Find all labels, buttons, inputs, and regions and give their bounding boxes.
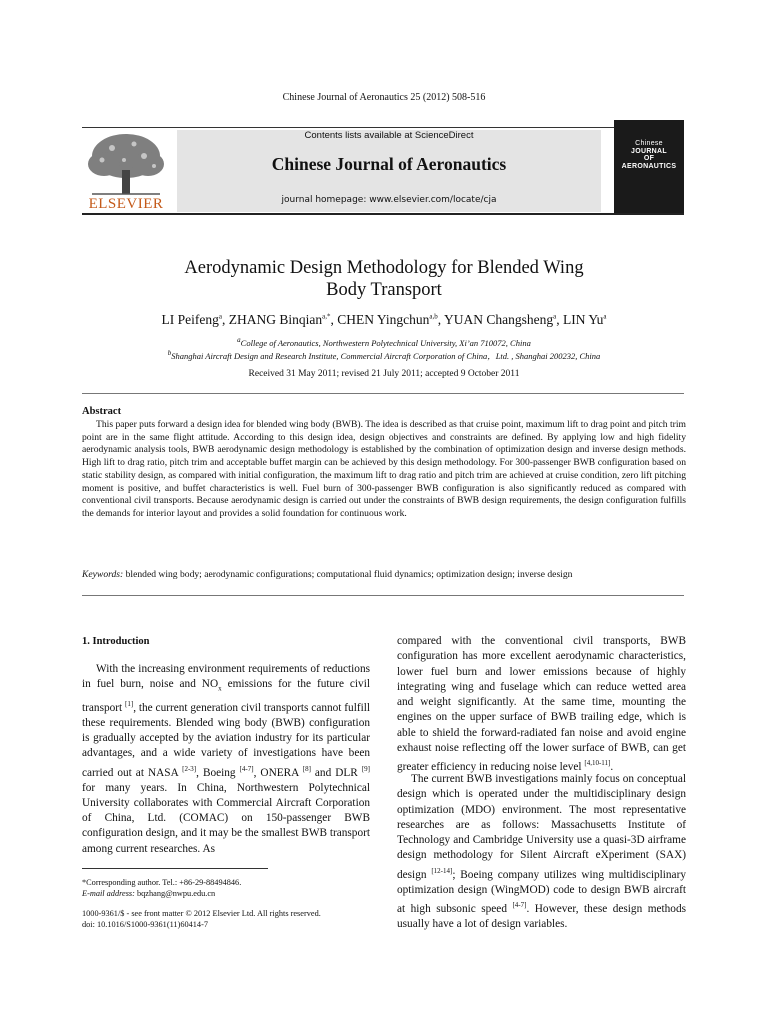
footnote-rule <box>82 868 268 869</box>
corresponding-author: *Corresponding author. Tel.: +86-29-88494846. <box>82 878 242 887</box>
elsevier-logo <box>82 130 170 212</box>
affiliation-b: $^b$Shanghai Aircraft Design and Research Institute, Commercial Aircraft Corporation of China，Ltd. , Shanghai 200232, China <box>167 349 601 361</box>
abstract-top-rule <box>82 393 684 394</box>
journal-banner <box>177 130 601 212</box>
intro-paragraph-left: With the increasing environment requirements of reductions in fuel burn, noise and $NO_x$ emissions for the future civil transport [1], the current generation civil transports cannot fulfill these requirements. Blended wing body (BWB) configuration is gradually accepted by the aviation industry for its particular advantages, and a wide variety of investigations have been carried out at NASA [2-3], Boeing [4-7], ONERA [8] and DLR [9] for many years. In China, Northwestern Polytechnical University collaborates with Commercial Aircraft Corporation of China, Ltd. (COMAC) on 150-passenger BWB configuration design, and it may be the smallest BWB transport among current researches. As <box>82 663 371 855</box>
author: LIN Yu$^a$ <box>562 312 607 327</box>
citation-link[interactable]: [12-14] <box>431 866 453 875</box>
abstract-bottom-rule <box>82 595 684 596</box>
abstract-text: This paper puts forward a design idea for blended wing body (BWB). The idea is described as that cruise point, maximum lift to drag point and pitch trim point are in the same flight attitude. According to this design idea, design objectives and constraints are defined. By applying low and high fidelity aerodynamic analysis tools, BWB aerodynamic design methodology is established by the combination of optimization design and inverse design methods. High lift to drag ratio, pitch trim and acceptable buffet margin can be achieved by this design methodology. For 300-passenger BWB configuration based on static stability design, as compared with initial configuration, the maximum lift to drag ratio and pitch trim are achieved at cruise condition, zero lift pitching moment is positive, and buffet characteristics is well. Fuel burn of 300-passenger BWB configuration is also significantly reduced as compared with conventional civil transports. Because aerodynamic design is carried out under the constraints of BWB design requirements, the design configuration fulfills the demands for interior layout and provides a solid foundation for continuous work. <box>82 419 686 519</box>
email-link[interactable]: bqzhang@nwpu.edu.cn <box>134 889 216 898</box>
citation-link[interactable]: [1] <box>125 699 134 708</box>
email-footnote: E-mail address: bqzhang@nwpu.edu.cn <box>82 889 216 898</box>
citation-link[interactable]: [2-3] <box>182 764 197 773</box>
keywords: Keywords: blended wing body; aerodynamic configurations; computational fluid dynamics; optimization design; inverse design <box>82 569 573 580</box>
journal-reference: Chinese Journal of Aeronautics 25 (2012) 508-516 <box>282 92 486 103</box>
header-top-rule <box>82 127 684 128</box>
author: ZHANG Binqian$^{a,*}$, <box>228 312 338 327</box>
journal-title: Chinese Journal of Aeronautics <box>271 154 507 174</box>
intro-paragraph-right-2: The current BWB investigations mainly focus on conceptual design which is operated under the multidisciplinary design optimization (MDO) environment. The most representative researches are as follows: Massachusetts Institute of Technology and Cambridge University use a quasi-3D airframe design methodology for Silent Aircraft eXperiment (SAX) design [12-14]; Boeing company utilizes wing multidisciplinary optimization design (WingMOD) code to design BWB aircraft at high subsonic speed [4-7]. However, these design methods usually have a lot of design variables. <box>397 773 686 930</box>
section-heading-introduction: 1. Introduction <box>82 636 150 647</box>
citation-link[interactable]: [9] <box>361 764 371 773</box>
citation-link[interactable]: [4-7] <box>512 900 527 909</box>
abstract-heading: Abstract <box>82 406 122 417</box>
article-title: Aerodynamic Design Methodology for Blended Wing Body Transport <box>184 258 584 300</box>
citation-link[interactable]: [8] <box>302 764 311 773</box>
author-list <box>0 312 768 328</box>
citation-link[interactable]: [4-7] <box>239 764 254 773</box>
journal-cover-thumbnail <box>614 120 684 214</box>
copyright-notice: 1000-9361/$ - see front matter © 2012 Elsevier Ltd. All rights reserved. <box>82 909 321 918</box>
author: YUAN Changsheng$^a$, <box>443 312 563 327</box>
doi[interactable]: doi: 10.1016/S1000-9361(11)60414-7 <box>82 920 208 929</box>
intro-paragraph-right-1: compared with the conventional civil transports, BWB configuration has more excellent aerodynamic characteristics, lower fuel burn and lower emissions because of highly integrating wing and fuselage which can reduce wetted area and weight significantly. At the same time, mounting the engines on the upper surface of BWB trailing edge, which is able to shield the forward-radiated fan noise and avoid engine exhaust noise reflecting off the lower surface of BWB, can get greater efficiency in reducing noise level [4,10-11]. <box>397 635 686 773</box>
journal-homepage-link[interactable]: journal homepage: www.elsevier.com/locate/cja <box>281 195 497 205</box>
received-dates: Received 31 May 2011; revised 21 July 2011; accepted 9 October 2011 <box>248 369 520 379</box>
affiliation-a: $^a$College of Aeronautics, Northwestern Polytechnical University, Xi’an 710072, China <box>237 336 531 348</box>
author: LI Peifeng$^a$, <box>161 312 229 327</box>
header-bottom-rule <box>82 213 684 215</box>
cover-title: Chinese JOURNAL OF AERONAUTICS <box>621 140 677 170</box>
citation-link[interactable]: [4,10-11] <box>584 759 611 767</box>
sciencedirect-notice[interactable]: Contents lists available at ScienceDirect <box>304 130 474 141</box>
elsevier-wordmark: ELSEVIER <box>88 196 164 212</box>
author: CHEN Yingchun$^{a,b}$, <box>337 312 444 327</box>
